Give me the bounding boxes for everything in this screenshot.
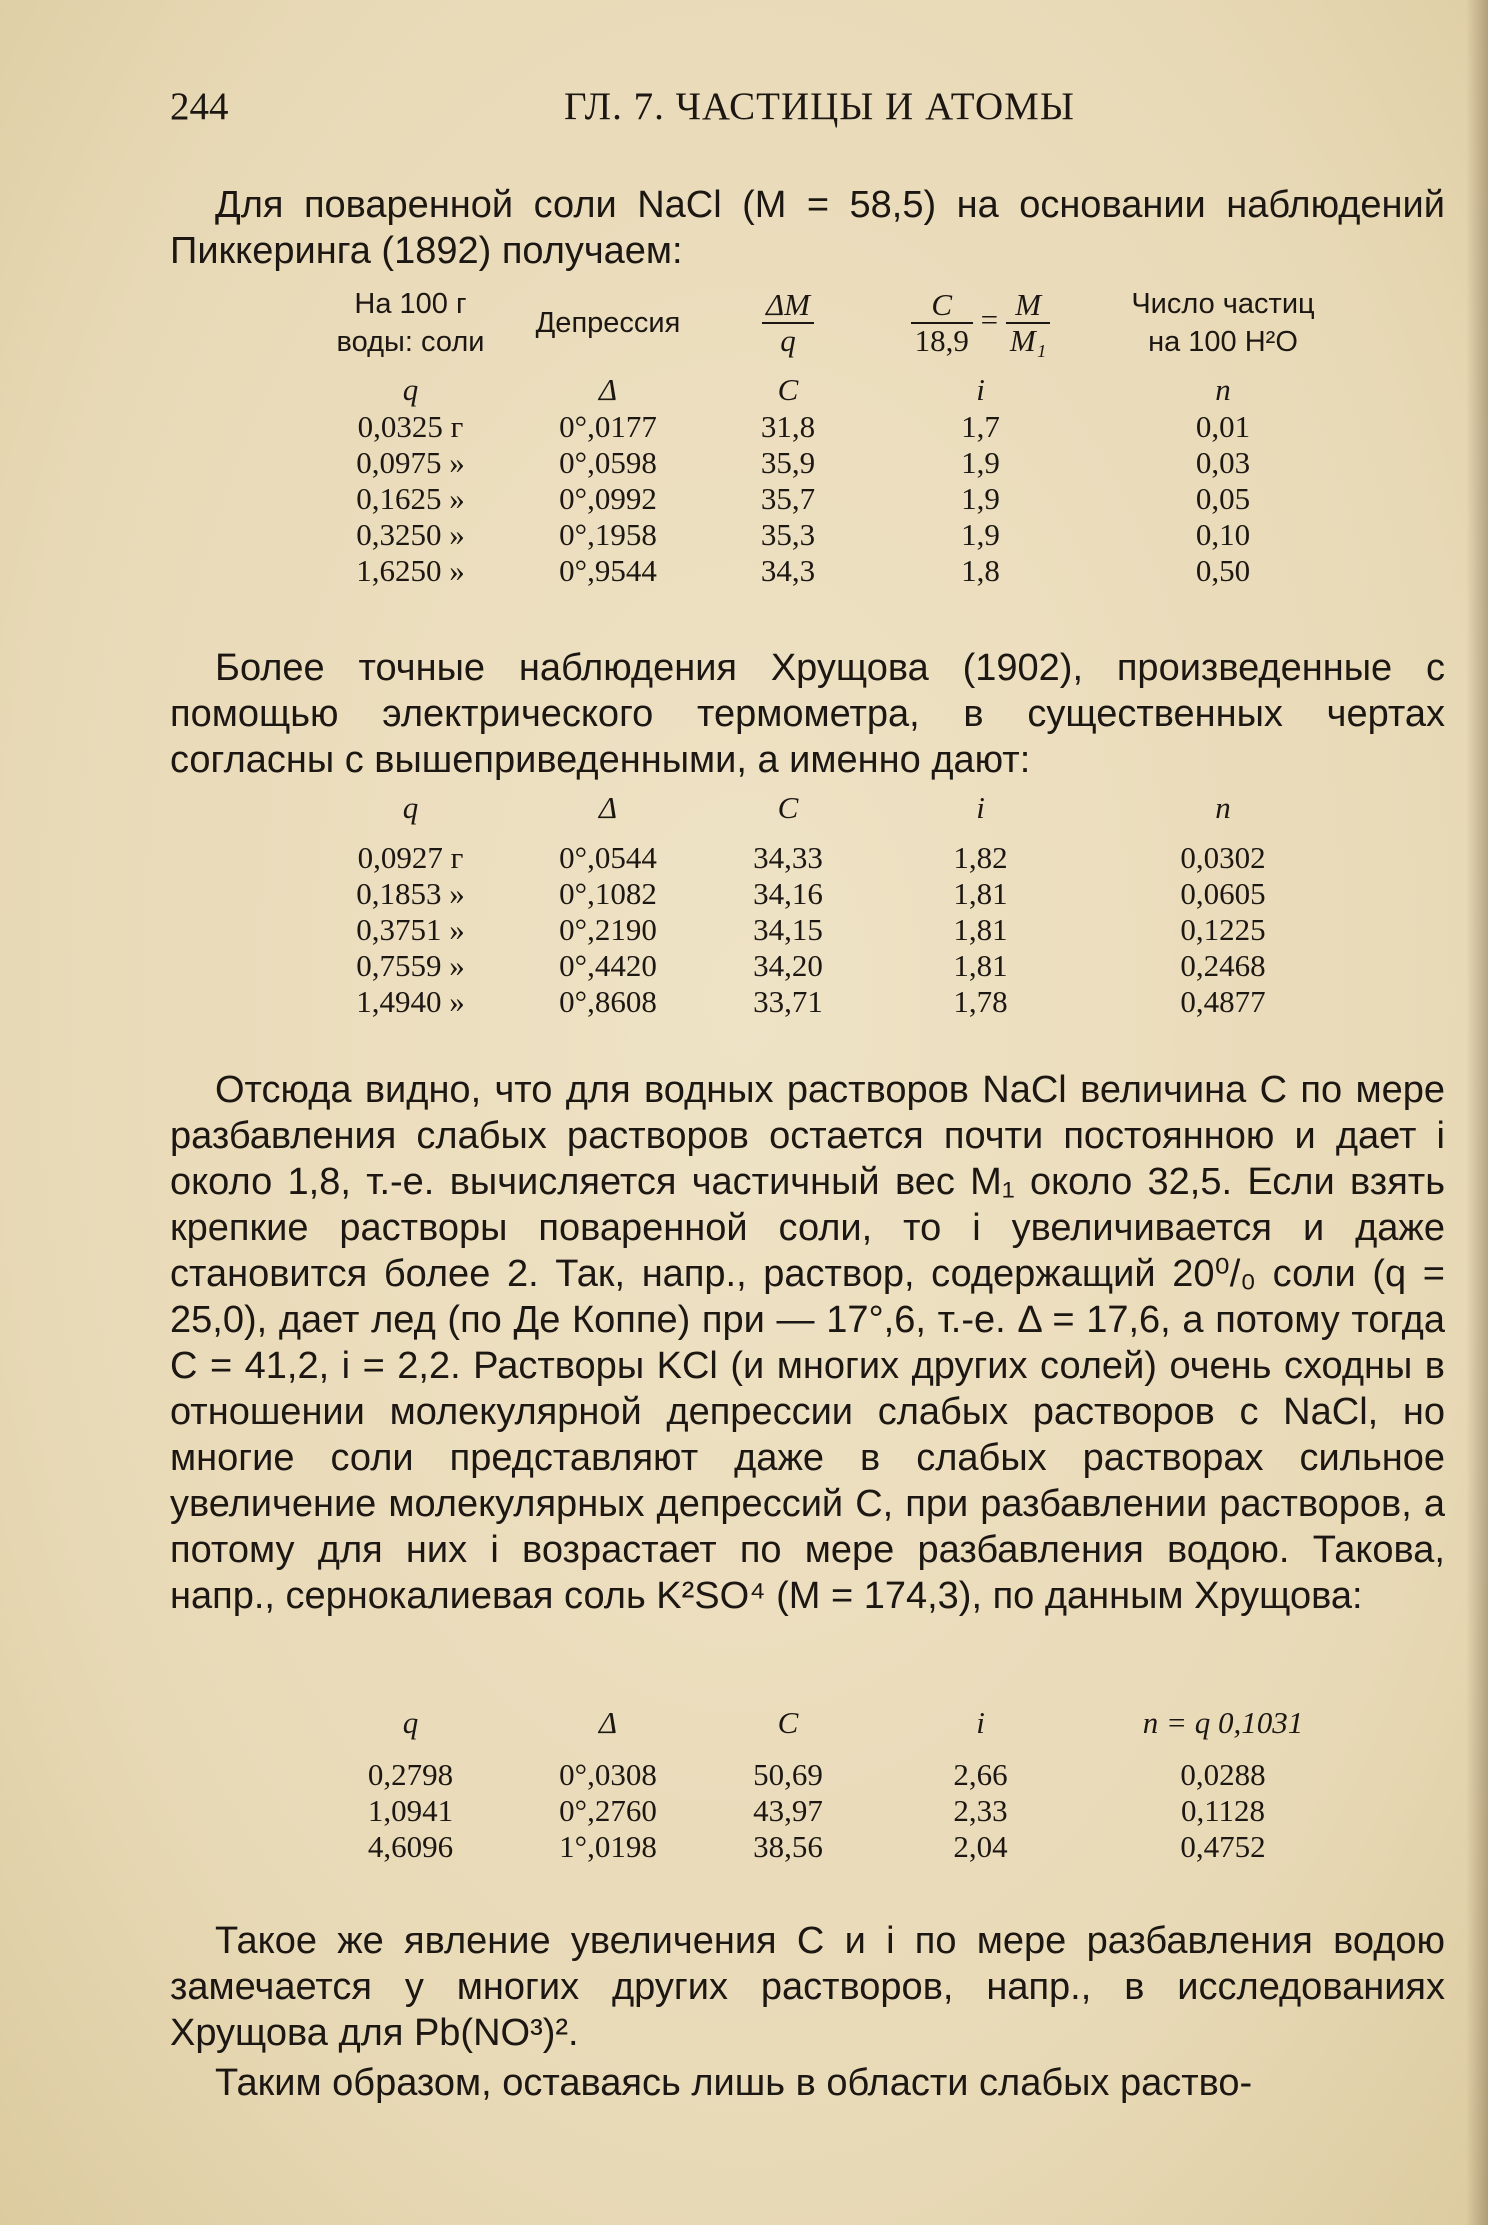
table-cell: 0,0927 г	[357, 840, 464, 875]
col-header-water-line2: воды: соли	[336, 326, 485, 358]
table-cell: 0,4877	[1180, 984, 1266, 1019]
table-cell: 0,2468	[1180, 948, 1266, 983]
table-cell: 0,4752	[1180, 1829, 1266, 1864]
table-cell: 0,0605	[1180, 876, 1266, 911]
paragraph-final-text: Таким образом, оставаясь лишь в области слабых раство-	[215, 2062, 1253, 2104]
table-cell: 0°,1082	[559, 876, 657, 911]
symbol-cell: n	[1215, 372, 1231, 407]
table-cell: 1,0941	[367, 1793, 454, 1828]
table-cell: 35,9	[760, 445, 816, 480]
table-cell: 1,9	[961, 481, 1000, 516]
table-row	[318, 553, 1348, 589]
page-spine-shadow	[1466, 0, 1488, 2225]
symbol-cell: i	[976, 790, 985, 825]
table-cell: 35,7	[760, 481, 816, 516]
table-cell: 34,15	[753, 912, 823, 947]
col-header-dm-q	[713, 285, 863, 361]
table-row	[318, 912, 1348, 948]
table-cell: 34,33	[753, 840, 823, 875]
table-cell: 43,97	[753, 1793, 823, 1828]
table-cell: 0°,1958	[559, 517, 657, 552]
table-cell: 0°,0308	[559, 1757, 657, 1792]
symbol-cell: q	[402, 372, 419, 407]
symbol-cell: Δ	[598, 1705, 618, 1740]
col-header-particles	[1098, 285, 1348, 361]
symbol-cell: Δ	[598, 790, 618, 825]
table-cell: 0°,8608	[559, 984, 657, 1019]
table-cell: 2,33	[953, 1793, 1008, 1828]
table-cell: 0,50	[1195, 553, 1251, 588]
table-cell: 0,03	[1195, 445, 1251, 480]
symbol-cell: q	[402, 790, 419, 825]
paragraph-analysis-text: Отсюда видно, что для водных растворов NaCl величина C по мере разбавления слабых растворов остается почти постоянною и дает i около 1,8, т.-е. вычисляется частичный вес M₁ около 32,5. Если взять крепкие растворы поваренной соли, то i увеличивается и даже становится более 2. Так, напр., раствор, содержащий 20⁰/₀ соли (q = 25,0), дает лед (по Де Коппе) при — 17°,6, т.-е. Δ = 17,6, а потому тогда C = 41,2, i = 2,2. Растворы KCl (и многих других солей) очень сходны в отношении молекулярной депрессии слабых растворов с NaCl, но многие соли представляют даже в слабых растворах сильное увеличение молекулярных депрессий C, при разбавлении растворов, а потому для них i возрастает по мере разбавления водою. Такова, напр., сернокалиевая соль K²SO⁴ (M = 174,3), по данным Хрущова:	[170, 1069, 1445, 1617]
table-row	[318, 876, 1348, 912]
table-cell: 0°,0598	[559, 445, 657, 480]
table-cell: 1,4940 »	[356, 984, 465, 1019]
table-cell: 34,3	[760, 553, 816, 588]
table-row	[318, 840, 1348, 876]
table-row	[318, 1829, 1348, 1865]
table-row	[318, 445, 1348, 481]
table-cell: 34,16	[753, 876, 823, 911]
table-cell: 0°,0177	[559, 409, 657, 444]
table-cell: 1,81	[953, 912, 1008, 947]
col-header-c-m	[863, 285, 1098, 361]
col-header-depression: Депрессия	[535, 307, 681, 339]
table-cell: 50,69	[753, 1757, 823, 1792]
table-cell: 1,9	[961, 517, 1000, 552]
table-cell: 0,0288	[1180, 1757, 1266, 1792]
table-cell: 0,1128	[1180, 1793, 1266, 1828]
table-cell: 38,56	[753, 1829, 823, 1864]
table-cell: 2,04	[953, 1829, 1008, 1864]
table-cell: 4,6096	[367, 1829, 454, 1864]
table-cell: 1,6250 »	[356, 553, 465, 588]
table-cell: 34,20	[753, 948, 823, 983]
table-cell: 35,3	[760, 517, 816, 552]
table-cell: 0,7559 »	[356, 948, 465, 983]
paragraph-khrushchov-text: Более точные наблюдения Хрущова (1902), произведенные с помощью электрического термометра, в существенных чертах согласны с вышеприведенными, а именно дают:	[170, 647, 1445, 781]
symbol-cell: i	[976, 1705, 985, 1740]
table-row	[318, 1757, 1348, 1793]
table-cell: 0°,2190	[559, 912, 657, 947]
table-cell: 1,82	[953, 840, 1008, 875]
table-row	[318, 517, 1348, 553]
frac-num: ΔM	[762, 288, 814, 324]
table-cell: 0,1853 »	[356, 876, 465, 911]
table-cell: 1,7	[961, 409, 1000, 444]
table-khrushchov-k2so4	[318, 1705, 1348, 1865]
paragraph-intro	[170, 182, 1445, 274]
paragraph-khrushchov	[170, 645, 1445, 783]
table-cell: 1,9	[961, 445, 1000, 480]
symbol-cell: C	[777, 1705, 799, 1740]
symbol-cell: n	[1215, 790, 1231, 825]
table-khrushchov-nacl	[318, 790, 1348, 1020]
table-cell: 0,0975 »	[356, 445, 465, 480]
table-cell: 0°,9544	[559, 553, 657, 588]
symbol-cell: Δ	[598, 372, 618, 407]
table-row	[318, 984, 1348, 1020]
table-cell: 0,0325 г	[357, 409, 464, 444]
symbol-cell: q	[402, 1705, 419, 1740]
paragraph-intro-text: Для поваренной соли NaCl (M = 58,5) на основании наблюдений Пиккеринга (1892) получаем:	[170, 184, 1445, 272]
table-cell: 1,78	[953, 984, 1008, 1019]
page-number: 244	[170, 85, 229, 128]
table-pickering	[318, 285, 1348, 589]
table-cell: 31,8	[760, 409, 816, 444]
symbol-row	[318, 361, 1348, 409]
col-header-particles-line1: Число частиц	[1131, 288, 1315, 320]
table-cell: 2,66	[953, 1757, 1008, 1792]
table-cell: 0,05	[1195, 481, 1251, 516]
frac-den: 18,9	[914, 323, 969, 358]
table-cell: 0,1225	[1180, 912, 1266, 947]
paragraph-conclusion	[170, 1918, 1445, 2106]
table-cell: 1,8	[961, 553, 1000, 588]
frac-den: M₁	[1009, 323, 1047, 358]
table-cell: 0°,4420	[559, 948, 657, 983]
symbol-row	[318, 790, 1348, 840]
frac-den: q	[780, 323, 796, 358]
table-row	[318, 409, 1348, 445]
col-header-water	[318, 285, 503, 361]
table-cell: 1,81	[953, 876, 1008, 911]
frac-num: M	[1006, 288, 1051, 324]
page-header	[170, 84, 1320, 134]
table-cell: 0,1625 »	[356, 481, 465, 516]
table-cell: 1,81	[953, 948, 1008, 983]
paragraph-analysis	[170, 1067, 1445, 1619]
paragraph-conclusion-text: Такое же явление увеличения C и i по мере разбавления водою замечается у многих других растворов, напр., в исследованиях Хрущова для Pb(NO³)².	[170, 1920, 1446, 2054]
symbol-cell: n = q 0,1031	[1142, 1705, 1304, 1740]
table-cell: 33,71	[753, 984, 823, 1019]
table-cell: 0,01	[1195, 409, 1251, 444]
frac-num: C	[911, 288, 973, 324]
col-header-particles-line2: на 100 H²O	[1148, 326, 1298, 358]
table-cell: 0,10	[1195, 517, 1251, 552]
symbol-cell: i	[976, 372, 985, 407]
table-cell: 0°,0544	[559, 840, 657, 875]
symbol-cell: C	[777, 790, 799, 825]
col-header-water-line1: На 100 г	[354, 288, 467, 320]
table-row	[318, 1793, 1348, 1829]
table-cell: 0°,2760	[559, 1793, 657, 1828]
table-cell: 0,3250 »	[356, 517, 465, 552]
table-cell: 0°,0992	[559, 481, 657, 516]
table-cell: 0,2798	[367, 1757, 454, 1792]
table-cell: 0,3751 »	[356, 912, 465, 947]
table-row	[318, 948, 1348, 984]
table-cell: 0,0302	[1180, 840, 1266, 875]
chapter-title: ГЛ. 7. ЧАСТИЦЫ И АТОМЫ	[564, 85, 1075, 128]
equals-sign: =	[980, 302, 999, 338]
table-header-row	[318, 285, 1348, 361]
table-cell: 1°,0198	[559, 1829, 657, 1864]
symbol-cell: C	[777, 372, 799, 407]
table-row	[318, 481, 1348, 517]
symbol-row	[318, 1705, 1348, 1757]
